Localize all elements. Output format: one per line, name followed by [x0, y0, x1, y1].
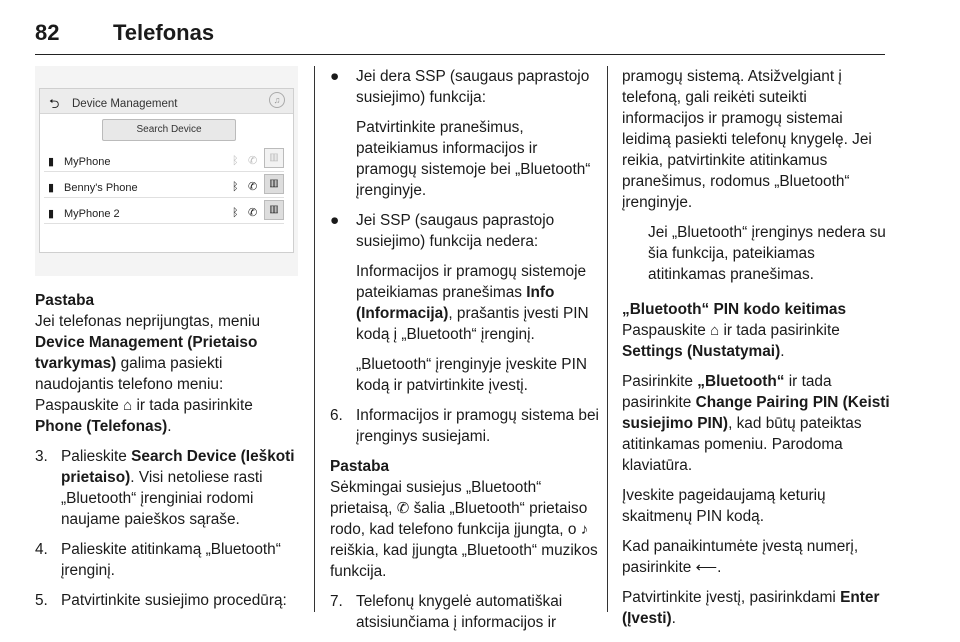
- step-3: 3. Palieskite Search Device (Ieškoti prietaiso). Visi netoliese rasti „Bluetooth“ įrenginiai rodomi naujame paieškos sąraše.: [35, 448, 295, 528]
- phone-icon: ✆: [396, 500, 410, 517]
- bullet-no-ssp: ● Jei SSP (saugaus paprastojo susiejimo) funkcija nedera:: [330, 212, 555, 250]
- column-1: [35, 66, 300, 620]
- bluetooth-icon: ᛒ: [232, 155, 239, 167]
- home-icon: ⌂: [123, 397, 133, 414]
- trash-icon: ▥: [264, 148, 284, 168]
- bluetooth-icon: ᛒ: [232, 181, 239, 193]
- bluetooth-icon: ᛒ: [232, 207, 239, 219]
- bullet-ssp: ● Jei dera SSP (saugaus paprastojo susiejimo) funkcija:: [330, 68, 590, 106]
- paragraph: Kad panaikintumėte įvestą numerį, pasirinkite ⟵.: [622, 538, 859, 576]
- column-divider: [314, 66, 315, 612]
- search-device-button: Search Device: [102, 119, 236, 141]
- paragraph: Jei „Bluetooth“ įrenginys nedera su šia funkcija, pateikiamas atitinkamas pranešimas.: [648, 224, 886, 283]
- screen-title-bar: [40, 89, 293, 114]
- paragraph: Pasirinkite „Bluetooth“ ir tada pasirinkite Change Pairing PIN (Keisti susiejimo PIN), kad būtų pateiktas atitinkamas pomeniu. Parodoma klaviatūra.: [622, 373, 890, 474]
- paragraph: pramogų sistemą. Atsižvelgiant į telefoną, gali reikėti suteikti informacijos ir pramogų sistemai leidimą pasiekti telefonų knygelę. Jei reikia, patvirtinkite atitinkamus pranešimus, rodomus „Bluetooth“ įrenginyje.: [622, 68, 872, 211]
- device-row: [44, 173, 284, 198]
- column-2: [330, 66, 600, 642]
- phone-icon: ▮: [48, 156, 55, 168]
- section-heading: „Bluetooth“ PIN kodo keitimas: [622, 301, 847, 318]
- back-arrow-icon: ⮌: [49, 96, 60, 111]
- page-header: [35, 20, 885, 55]
- trash-icon: ▥: [264, 200, 284, 220]
- note-title: Pastaba: [330, 458, 390, 475]
- step-5: 5. Patvirtinkite susiejimo procedūrą:: [35, 592, 287, 609]
- phone-icon: ▮: [48, 182, 55, 194]
- device-row: [44, 199, 284, 224]
- call-icon: ✆: [248, 155, 258, 167]
- step-4: 4. Palieskite atitinkamą „Bluetooth“ įrenginį.: [35, 541, 281, 579]
- bullet-no-ssp-detail-1: Informacijos ir pramogų sistemoje pateikiamas pranešimas Info (Informacija), prašantis įvesti PIN kodą į „Bluetooth“ įrenginį.: [356, 263, 589, 343]
- screen-frame: [39, 88, 294, 253]
- paragraph: Įveskite pageidaujamą keturių skaitmenų PIN kodą.: [622, 487, 826, 525]
- bullet-no-ssp-detail-2: „Bluetooth“ įrenginyje įveskite PIN kodą ir patvirtinkite įvestį.: [356, 356, 587, 394]
- note-title: Pastaba: [35, 292, 95, 309]
- page-title: Telefonas: [113, 20, 215, 45]
- paragraph: Paspauskite ⌂ ir tada pasirinkite Settings (Nustatymai).: [622, 322, 840, 360]
- note-text: Sėkmingai susiejus „Bluetooth“ prietaisą, ✆ šalia „Bluetooth“ prietaiso rodo, kad telefono funkcija įjungta, o ♪ reiškia, kad įjungta „Bluetooth“ muzikos funkcija.: [330, 479, 598, 580]
- call-icon: ✆: [248, 181, 258, 193]
- step-7: 7. Telefonų knygelė automatiškai atsisiunčiama į informacijos ir: [330, 593, 563, 631]
- trash-icon: ▥: [264, 174, 284, 194]
- bullet-ssp-detail: Patvirtinkite pranešimus, pateikiamus informacijos ir pramogų sistemoje bei „Bluetooth“ įrenginyje.: [356, 119, 591, 199]
- device-row: [44, 147, 284, 172]
- screen-title: Device Management: [72, 98, 178, 110]
- backspace-arrow-icon: ⟵: [695, 559, 718, 576]
- device-management-screenshot: [35, 66, 298, 276]
- music-note-icon: ♪: [580, 521, 589, 538]
- music-note-icon: ♫: [269, 92, 285, 108]
- note-text: Jei telefonas neprijungtas, meniu Device Management (Prietaiso tvarkymas) galima pasiekti naudojantis telefono meniu: Paspauskite ⌂ ir tada pasirinkite Phone (Telefonas).: [35, 313, 261, 435]
- column-divider: [607, 66, 608, 612]
- page-number: 82: [35, 20, 60, 45]
- column-3: [622, 66, 892, 638]
- step-6: 6. Informacijos ir pramogų sistema bei įrenginys susiejami.: [330, 407, 599, 445]
- call-icon: ✆: [248, 207, 258, 219]
- home-icon: ⌂: [710, 322, 720, 339]
- device-name: MyPhone: [64, 156, 111, 168]
- device-name: MyPhone 2: [64, 208, 120, 220]
- device-name: Benny's Phone: [64, 182, 138, 194]
- paragraph: Patvirtinkite įvestį, pasirinkdami Enter (Įvesti).: [622, 589, 880, 627]
- phone-icon: ▮: [48, 208, 55, 220]
